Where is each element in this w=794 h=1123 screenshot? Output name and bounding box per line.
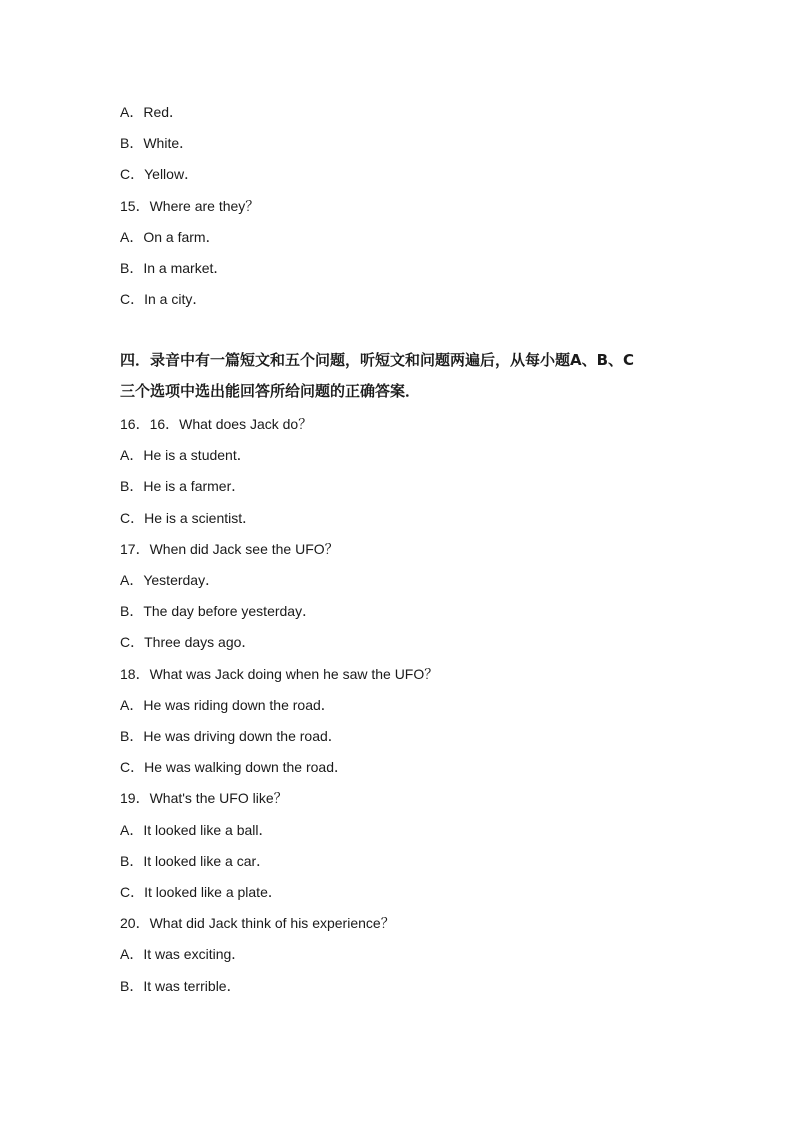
question-18: 18．What was Jack doing when he saw the UFO？ xyxy=(120,666,439,682)
option-b-terrible: B．It was terrible． xyxy=(120,978,241,994)
option-c-three-days: C．Three days ago． xyxy=(120,634,256,650)
option-a-red: A．Red． xyxy=(120,104,184,120)
option-c-scientist: C．He is a scientist． xyxy=(120,510,257,526)
option-b-car: B．It looked like a car． xyxy=(120,853,271,869)
question-15: 15．Where are they？ xyxy=(120,198,260,214)
option-b-driving: B．He was driving down the road． xyxy=(120,728,342,744)
option-b-white: B．White． xyxy=(120,135,194,151)
question-20: 20．What did Jack think of his experience？ xyxy=(120,915,395,931)
question-19: 19．What's the UFO like？ xyxy=(120,790,288,806)
question-17: 17．When did Jack see the UFO？ xyxy=(120,541,339,557)
option-a-ball: A．It looked like a ball． xyxy=(120,822,273,838)
option-c-walking: C．He was walking down the road． xyxy=(120,759,348,775)
option-a-student: A．He is a student． xyxy=(120,447,251,463)
option-a-exciting: A．It was exciting． xyxy=(120,946,246,962)
question-16: 16．16．What does Jack do？ xyxy=(120,416,313,432)
option-a-yesterday: A．Yesterday． xyxy=(120,572,220,588)
section-heading-line1: 四．录音中有一篇短文和五个问题，听短文和问题两遍后，从每小题A、B、C xyxy=(120,351,635,369)
option-b-market: B．In a market． xyxy=(120,260,228,276)
option-b-farmer: B．He is a farmer． xyxy=(120,478,246,494)
option-a-riding: A．He was riding down the road． xyxy=(120,697,335,713)
section-heading-line2: 三个选项中选出能回答所给问题的正确答案． xyxy=(120,382,421,400)
option-c-city: C．In a city． xyxy=(120,291,207,307)
option-c-plate: C．It looked like a plate． xyxy=(120,884,282,900)
option-c-yellow: C．Yellow． xyxy=(120,166,199,182)
option-a-farm: A．On a farm． xyxy=(120,229,220,245)
option-b-day-before: B．The day before yesterday． xyxy=(120,603,317,619)
